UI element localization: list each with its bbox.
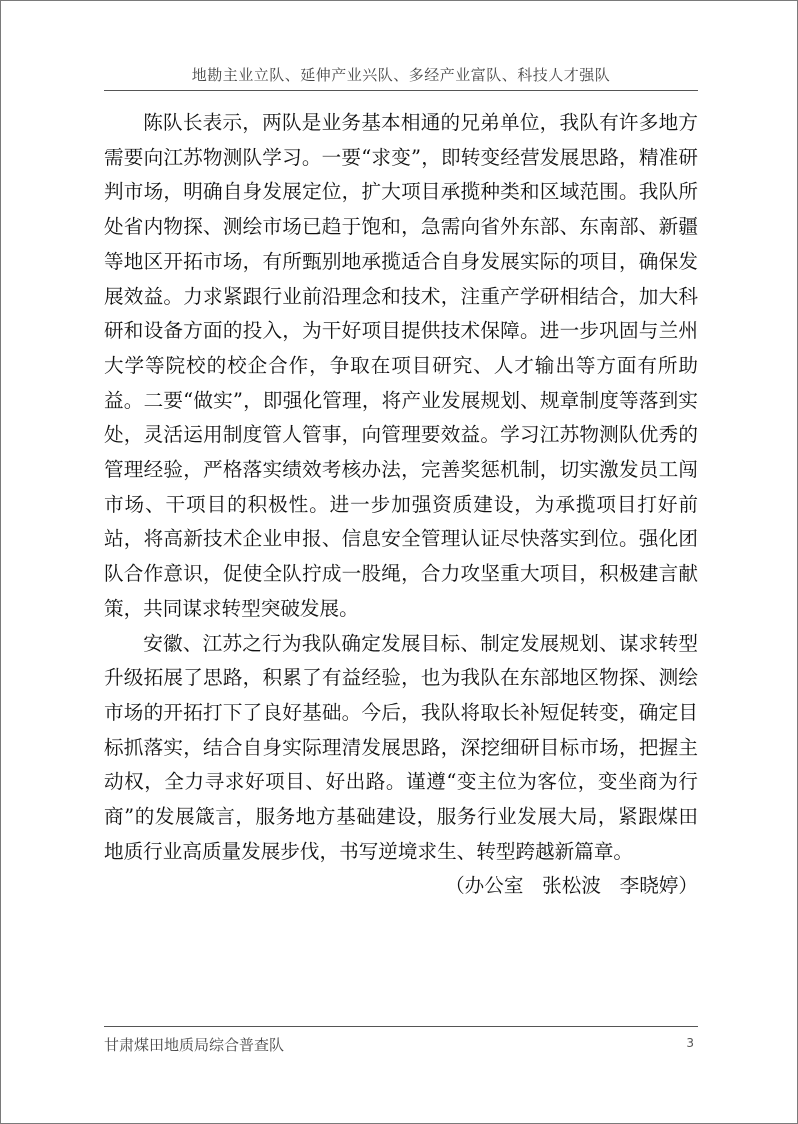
footer-organization: 甘肃煤田地质局综合普查队 — [104, 1036, 285, 1054]
header-rule — [104, 90, 698, 91]
page-number: 3 — [686, 1036, 694, 1050]
signature: （办公室 张松波 李晓婷） — [445, 874, 698, 898]
running-header: 地勘主业立队、延伸产业兴队、多经产业富队、科技人才强队 — [191, 66, 611, 84]
paragraph-1: 陈队长表示，两队是业务基本相通的兄弟单位，我队有许多地方需要向江苏物测队学习。一要“求变”，即转变经营发展思路，精准研判市场，明确自身发展定位，扩大项目承揽种类和区域范围。我队所处省内物探、测绘市场已趋于饱和，急需向省外东部、东南部、新疆等地区开拓市场，有所甄别地承揽适合自身发展实际的项目，确保发展效益。力求紧跟行业前沿理念和技术，注重产学研相结合，加大科研和设备方面的投入，为干好项目提供技术保障。进一步巩固与兰州大学等院校的校企合作，争取在项目研究、人才输出等方面有所助益。二要“做实”，即强化管理，将产业发展规划、规章制度等落到实处，灵活运用制度管人管事，向管理要效益。学习江苏物测队优秀的管理经验，严格落实绩效考核办法，完善奖惩机制，切实激发员工闯市场、干项目的积极性。进一步加强资质建设，为承揽项目打好前站，将高新技术企业申报、信息安全管理认证尽快落实到位。强化团队合作意识，促使全队拧成一股绳，合力攻坚重大项目，积极建言献策，共同谋求转型突破发展。 — [104, 111, 698, 620]
paragraph-2: 安徽、江苏之行为我队确定发展目标、制定发展规划、谋求转型升级拓展了思路，积累了有益经验，也为我队在东部地区物探、测绘市场的开拓打下了良好基础。今后，我队将取长补短促转变，确定目标抓落实，结合自身实际理清发展思路，深挖细研目标市场，把握主动权，全力寻求好项目、好出路。谨遵“变主位为客位，变坐商为行商”的发展箴言，服务地方基础建设，服务行业发展大局，紧跟煤田地质行业高质量发展步伐，书写逆境求生、转型跨越新篇章。 — [104, 631, 698, 863]
footer-rule — [104, 1026, 698, 1027]
article-body — [104, 106, 698, 904]
